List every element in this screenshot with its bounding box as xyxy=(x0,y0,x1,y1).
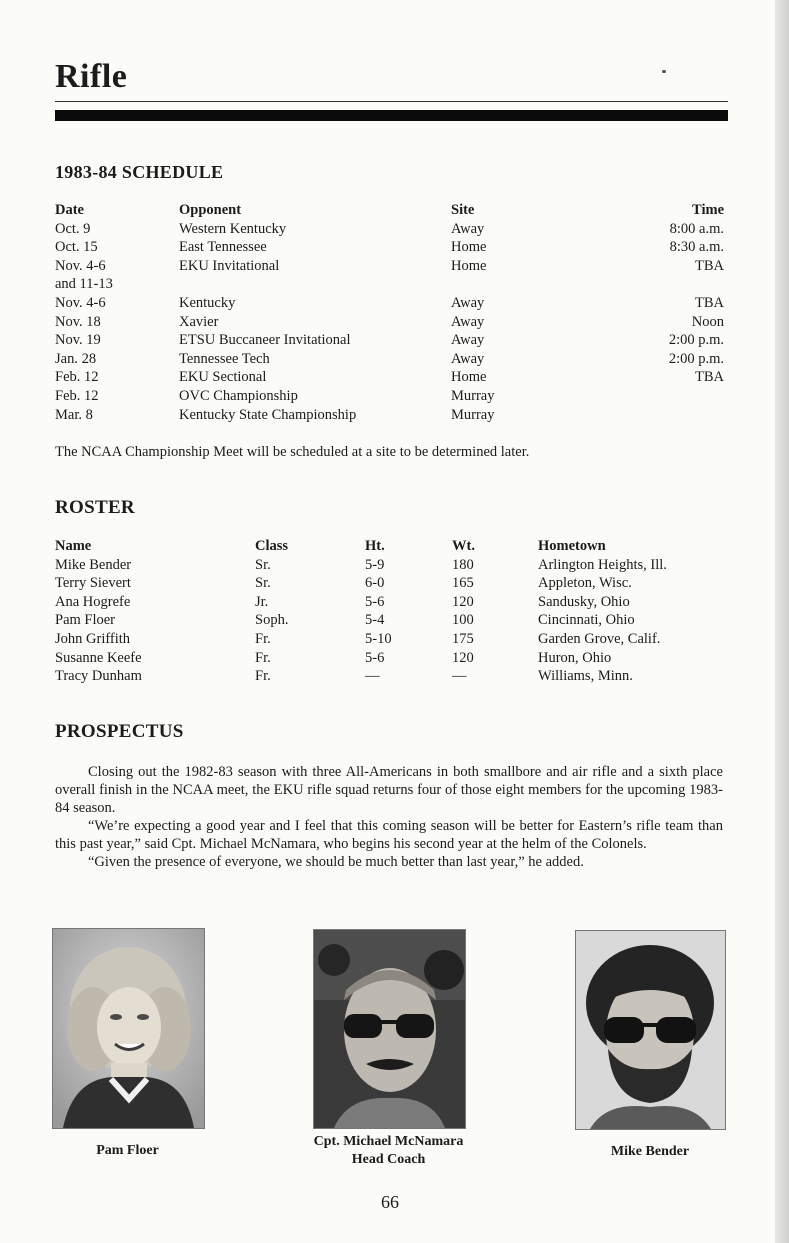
roster-cell: 120 xyxy=(452,649,474,666)
schedule-cell: Feb. 12 xyxy=(55,387,99,404)
roster-table xyxy=(55,537,715,686)
roster-cell: Sr. xyxy=(255,575,271,592)
schedule-cell: ETSU Buccaneer Invitational xyxy=(179,332,351,349)
roster-column-header: Wt. xyxy=(452,538,475,554)
schedule-cell: Feb. 12 xyxy=(55,369,99,386)
roster-cell: Tracy Dunham xyxy=(55,668,142,685)
schedule-cell: Tennessee Tech xyxy=(179,350,270,367)
roster-cell: Sandusky, Ohio xyxy=(538,593,630,610)
roster-cell: John Griffith xyxy=(55,630,131,647)
schedule-row xyxy=(55,331,724,350)
schedule-note: The NCAA Championship Meet will be scheduled at a site to be determined later. xyxy=(55,444,530,460)
roster-cell: 5-9 xyxy=(365,556,385,573)
schedule-column-header: Date xyxy=(55,202,84,218)
photo-pam-floer xyxy=(52,928,205,1129)
roster-row xyxy=(55,667,715,686)
schedule-cell: and 11-13 xyxy=(55,276,113,293)
caption-mike-bender: Mike Bender xyxy=(610,1144,690,1159)
roster-row xyxy=(55,556,715,575)
schedule-cell: East Tennessee xyxy=(179,239,267,256)
roster-row xyxy=(55,611,715,630)
schedule-row xyxy=(55,275,724,294)
roster-cell: Appleton, Wisc. xyxy=(538,575,632,592)
roster-cell: 100 xyxy=(452,612,474,629)
roster-cell: Terry Sievert xyxy=(55,575,131,592)
roster-column-header: Hometown xyxy=(538,538,606,554)
roster-cell: 5-10 xyxy=(365,630,392,647)
schedule-cell: EKU Sectional xyxy=(179,369,267,386)
schedule-column-header: Opponent xyxy=(179,202,242,218)
schedule-cell: Mar. 8 xyxy=(55,406,93,423)
schedule-row xyxy=(55,387,724,406)
title-thin-rule xyxy=(55,101,728,102)
schedule-column-header: Site xyxy=(451,202,475,218)
schedule-cell: 8:00 a.m. xyxy=(669,220,724,237)
roster-column-header: Ht. xyxy=(365,538,385,554)
schedule-heading: 1983-84 SCHEDULE xyxy=(55,162,224,182)
roster-row xyxy=(55,574,715,593)
roster-cell: Fr. xyxy=(255,668,271,685)
schedule-cell: Away xyxy=(451,294,485,311)
prospectus-heading: PROSPECTUS xyxy=(55,721,184,742)
schedule-row xyxy=(55,238,724,257)
schedule-header-row xyxy=(55,201,724,220)
schedule-cell: Away xyxy=(451,332,485,349)
roster-row xyxy=(55,593,715,612)
schedule-cell: Xavier xyxy=(179,313,219,330)
roster-cell: Mike Bender xyxy=(55,556,132,573)
caption-name: Cpt. Michael McNamara xyxy=(313,1134,464,1149)
roster-header-row xyxy=(55,537,715,556)
schedule-row xyxy=(55,350,724,369)
caption-pam-floer: Pam Floer xyxy=(96,1143,159,1158)
roster-row xyxy=(55,649,715,668)
prospectus-paragraph: “We’re expecting a good year and I feel that this coming season will be better for Eastern’s rifle team than this past year,” said Cpt. Michael McNamara, who begins his second year at the helm of the Colonels. xyxy=(55,818,723,852)
schedule-cell: 8:30 a.m. xyxy=(669,239,724,256)
schedule-column-header: Time xyxy=(692,202,724,218)
schedule-cell: TBA xyxy=(695,294,724,311)
schedule-cell: Oct. 9 xyxy=(55,220,91,237)
schedule-cell: Nov. 19 xyxy=(55,332,101,349)
schedule-cell: Home xyxy=(451,369,487,386)
roster-row xyxy=(55,630,715,649)
schedule-cell: Oct. 15 xyxy=(55,239,98,256)
page-edge-shadow xyxy=(775,0,789,1243)
roster-cell: Garden Grove, Calif. xyxy=(538,630,661,647)
schedule-cell: Noon xyxy=(691,313,724,330)
schedule-row xyxy=(55,294,724,313)
roster-cell: — xyxy=(365,668,380,685)
schedule-cell: Away xyxy=(451,350,485,367)
roster-column-header: Name xyxy=(55,538,92,554)
page-number: 66 xyxy=(381,1192,399,1212)
schedule-row xyxy=(55,406,724,425)
roster-cell: 5-4 xyxy=(365,612,385,629)
roster-column-header: Class xyxy=(255,538,289,554)
roster-cell: Fr. xyxy=(255,630,271,647)
roster-cell: 165 xyxy=(452,575,474,592)
schedule-row xyxy=(55,313,724,332)
schedule-cell: Home xyxy=(451,257,487,274)
roster-cell: — xyxy=(452,668,467,685)
roster-cell: 120 xyxy=(452,593,474,610)
prospectus-paragraph: “Given the presence of everyone, we should be much better than last year,” he added. xyxy=(88,854,584,870)
schedule-table xyxy=(55,201,724,424)
schedule-cell: Kentucky State Championship xyxy=(179,406,357,423)
schedule-cell: Away xyxy=(451,220,485,237)
schedule-row xyxy=(55,220,724,239)
schedule-cell: Jan. 28 xyxy=(55,350,97,367)
roster-cell: Fr. xyxy=(255,649,271,666)
schedule-cell: EKU Invitational xyxy=(179,257,280,274)
schedule-cell: Western Kentucky xyxy=(179,220,287,237)
schedule-cell: Murray xyxy=(451,406,495,423)
schedule-cell: TBA xyxy=(695,257,724,274)
roster-cell: Jr. xyxy=(255,593,269,610)
schedule-row xyxy=(55,257,724,276)
photo-michael-mcnamara xyxy=(313,929,466,1129)
schedule-row xyxy=(55,368,724,387)
roster-cell: Arlington Heights, Ill. xyxy=(538,556,667,573)
photo-mike-bender xyxy=(575,930,726,1130)
roster-cell: Soph. xyxy=(255,612,289,629)
prospectus-paragraph: Closing out the 1982-83 season with three All-Americans in both smallbore and air rifle and a sixth place overall finish in the NCAA meet, the EKU rifle squad returns four of those eight members for the upcoming 1983-84 season. xyxy=(55,764,723,816)
schedule-cell: 2:00 p.m. xyxy=(668,350,724,367)
prospectus-body xyxy=(55,763,723,871)
schedule-cell: Kentucky xyxy=(179,294,236,311)
roster-cell: 5-6 xyxy=(365,593,385,610)
roster-cell: Cincinnati, Ohio xyxy=(538,612,635,629)
roster-cell: Williams, Minn. xyxy=(538,668,633,685)
roster-cell: 5-6 xyxy=(365,649,385,666)
roster-cell: Susanne Keefe xyxy=(55,649,142,666)
schedule-cell: 2:00 p.m. xyxy=(668,332,724,349)
schedule-cell: Nov. 18 xyxy=(55,313,101,330)
caption-michael-mcnamara xyxy=(283,1133,494,1169)
schedule-cell: Nov. 4-6 xyxy=(55,294,106,311)
roster-cell: Ana Hogrefe xyxy=(55,593,131,610)
roster-cell: 180 xyxy=(452,556,474,573)
page-title: Rifle xyxy=(55,58,128,95)
roster-cell: Pam Floer xyxy=(55,612,116,629)
ink-speck xyxy=(662,70,666,73)
schedule-cell: Away xyxy=(451,313,485,330)
title-thick-rule xyxy=(55,110,728,121)
caption-role: Head Coach xyxy=(351,1152,426,1167)
roster-cell: 6-0 xyxy=(365,575,385,592)
schedule-cell: TBA xyxy=(695,369,724,386)
schedule-cell: Murray xyxy=(451,387,495,404)
roster-cell: Sr. xyxy=(255,556,271,573)
schedule-cell: OVC Championship xyxy=(179,387,298,404)
roster-cell: 175 xyxy=(452,630,474,647)
schedule-cell: Home xyxy=(451,239,487,256)
roster-cell: Huron, Ohio xyxy=(538,649,612,666)
schedule-cell: Nov. 4-6 xyxy=(55,257,106,274)
roster-heading: ROSTER xyxy=(55,497,135,518)
